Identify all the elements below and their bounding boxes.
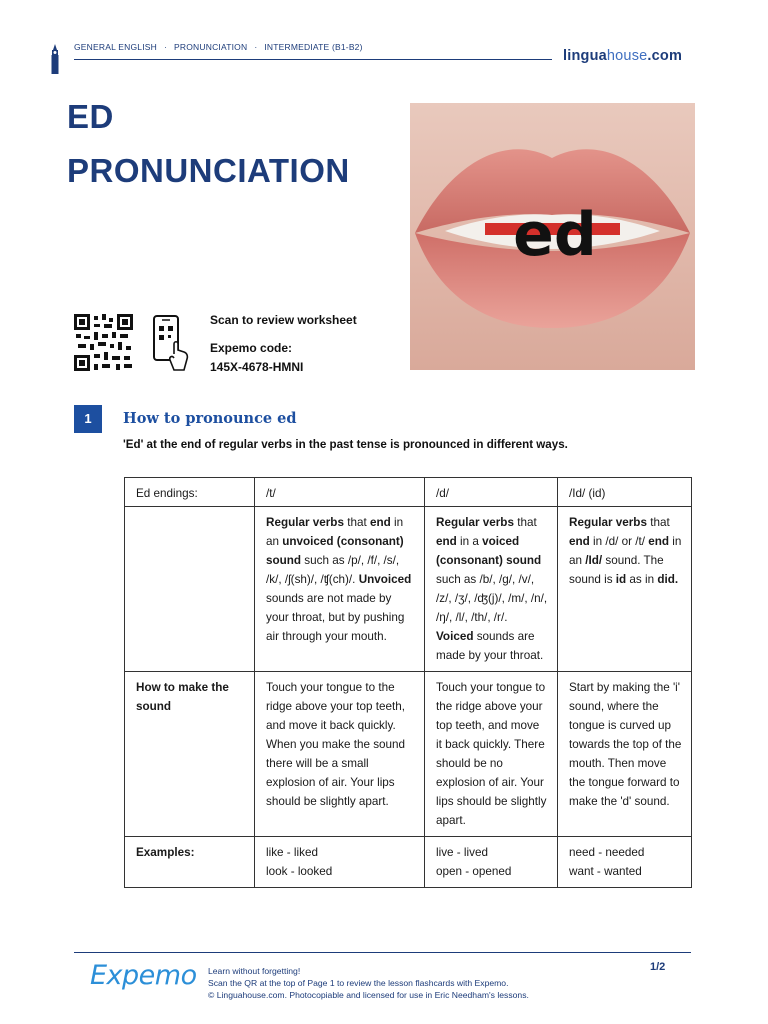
- header-t: /t/: [255, 478, 425, 507]
- header-ed-endings: Ed endings:: [125, 478, 255, 507]
- rich-text-run: end: [436, 535, 457, 548]
- footer-qr-note: Scan the QR at the top of Page 1 to review the lesson flashcards with Expemo.: [208, 978, 509, 988]
- rules-d-cell: [425, 507, 558, 672]
- rich-text-run: /Id/: [585, 554, 603, 567]
- rich-text-run: id: [615, 573, 627, 586]
- header-divider: [74, 59, 552, 60]
- phone-scan-icon: [152, 314, 190, 372]
- rich-text-run: as in: [626, 573, 658, 586]
- rich-text-run: sound. The sound is: [569, 554, 664, 586]
- big-ben-icon: [49, 44, 61, 74]
- ed-pronunciation-table: [124, 477, 692, 888]
- ed-overlay-text: ed: [513, 200, 597, 270]
- rich-text-run: end: [369, 516, 391, 529]
- rich-text-run: unvoiced (consonant) sound: [266, 535, 404, 567]
- rules-t-cell: [255, 507, 425, 672]
- rich-text-run: in a: [456, 535, 483, 548]
- breadcrumb-general-english[interactable]: GENERAL ENGLISH: [74, 42, 157, 52]
- rich-text-run: Regular verbs: [569, 516, 647, 529]
- brand-tld: .com: [647, 48, 683, 64]
- table-row-how: [125, 672, 692, 837]
- rich-text-run: in an: [266, 516, 404, 548]
- breadcrumb-pronunciation[interactable]: PRONUNCIATION: [174, 42, 248, 52]
- example-item: need - needed: [569, 846, 645, 859]
- rich-text-run: such as /b/, /g/, /v/, /z/, /ʒ/, /ʤ(j)/, /m/, /n/, /ŋ/, /l/, /th/, /r/.: [436, 573, 548, 624]
- rich-text-run: such as /p/, /f/, /s/, /k/, /ʃ(sh)/, /ʧ(ch)/.: [266, 554, 400, 586]
- table-header-row: [125, 478, 692, 507]
- header-id: /Id/ (id): [558, 478, 692, 507]
- qr-code-icon[interactable]: [74, 314, 133, 371]
- breadcrumb: [74, 42, 363, 52]
- rich-text-run: Unvoiced: [358, 573, 412, 586]
- example-item: live - lived: [436, 846, 488, 859]
- rich-text-run: sounds are made by your throat.: [436, 630, 544, 662]
- examples-label-cell: Examples:: [125, 837, 255, 888]
- examples-id-cell: [558, 837, 692, 888]
- rich-text-run: that: [646, 516, 670, 529]
- header-d: /d/: [425, 478, 558, 507]
- rules-label-cell: [125, 507, 255, 672]
- rich-text-run: in /d/ or /t/: [589, 535, 649, 548]
- how-t-cell: Touch your tongue to the ridge above your top teeth, and move it back quickly. When you make the sound there will be a small explosion of air. Your lips should be slightly apart.: [255, 672, 425, 837]
- rich-text-run: end: [648, 535, 670, 548]
- example-item: like - liked: [266, 846, 318, 859]
- scan-instruction: Scan to review worksheet: [210, 313, 357, 327]
- rules-id-cell: [558, 507, 692, 672]
- rich-text-run: that: [343, 516, 370, 529]
- example-item: want - wanted: [569, 865, 642, 878]
- example-item: look - looked: [266, 865, 333, 878]
- how-label-cell: How to make the sound: [125, 672, 255, 837]
- brand-logo[interactable]: [563, 48, 682, 64]
- section-intro: 'Ed' at the end of regular verbs in the past tense is pronounced in different ways.: [123, 438, 568, 451]
- table-row-examples: [125, 837, 692, 888]
- page-title-line1: ED: [67, 98, 114, 135]
- rich-text-run: Regular verbs: [436, 516, 514, 529]
- lips-illustration: [410, 103, 695, 370]
- rich-text-run: that: [513, 516, 537, 529]
- footer-copyright: © Linguahouse.com. Photocopiable and licensed for use in Eric Needham's lessons.: [208, 990, 529, 1000]
- breadcrumb-separator: ·: [164, 42, 168, 52]
- examples-d-cell: [425, 837, 558, 888]
- section-title: How to pronounce ed: [123, 410, 297, 427]
- footer-divider: [74, 952, 691, 953]
- brand-name-light: house: [606, 48, 648, 64]
- expemo-logo[interactable]: Expemo: [90, 960, 197, 991]
- rich-text-run: sounds are not made by your throat, but by pushing air through your mouth.: [266, 592, 405, 643]
- rich-text-run: did.: [657, 573, 679, 586]
- expemo-code-label: Expemo code:: [210, 341, 293, 355]
- examples-t-cell: [255, 837, 425, 888]
- expemo-code-value: 145X-4678-HMNI: [210, 360, 304, 374]
- rich-text-run: Voiced: [436, 630, 474, 643]
- rich-text-run: end: [569, 535, 590, 548]
- page-title-line2: PRONUNCIATION: [67, 152, 350, 189]
- rich-text-run: Regular verbs: [266, 516, 344, 529]
- table-row-rules: [125, 507, 692, 672]
- footer-tagline: Learn without forgetting!: [208, 966, 301, 976]
- breadcrumb-separator: ·: [254, 42, 258, 52]
- rich-text-run: in an: [569, 535, 682, 567]
- how-d-cell: Touch your tongue to the ridge above your top teeth, and move it back quickly. There should be no explosion of air. Your lips should be slightly apart.: [425, 672, 558, 837]
- lips-photo: [410, 103, 695, 370]
- breadcrumb-level[interactable]: INTERMEDIATE (B1-B2): [264, 42, 363, 52]
- brand-name-bold: lingua: [563, 48, 607, 64]
- page-number: 1/2: [650, 961, 666, 973]
- how-id-cell: Start by making the 'i' sound, where the tongue is curved up towards the top of the mouth. Then move the tongue forward to make the 'd' sound.: [558, 672, 692, 837]
- example-item: open - opened: [436, 865, 512, 878]
- section-number-badge: 1: [74, 405, 102, 433]
- rich-text-run: voiced (consonant) sound: [436, 535, 542, 567]
